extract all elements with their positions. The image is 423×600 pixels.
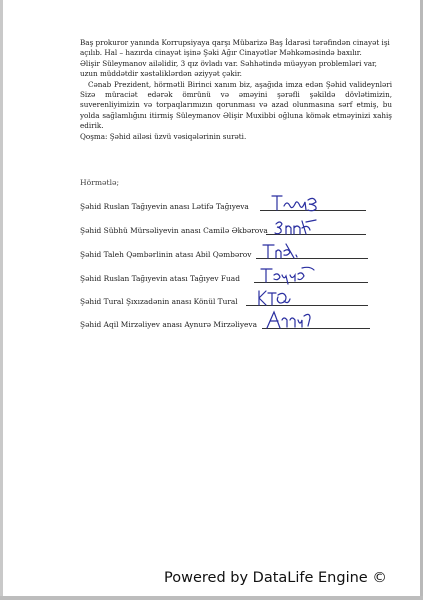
signatory-label: Şəhid Ruslan Tağıyevin atası Tağıyev Fuad [80,274,240,283]
body-line: Əlişir Süleymanov ailəlidir, 3 qız övladı var. Səhhətində müəyyən problemləri var, [80,58,377,68]
letter-body [80,38,392,142]
signatory-row [80,198,380,212]
handwritten-signature [258,264,320,286]
signatory-row [80,316,380,330]
appeal-line: suverenliyimizin və torpaqlarımızın qorunması və azad olunmasına sərf etmiş, bu [80,100,392,110]
signatory-label: Şəhid Aqil Mirzəliyev anası Aynurə Mirzəliyeva [80,320,257,329]
body-line: açılıb. Hal – hazırda cinayət işinə Şəki Ağır Cinayətlər Məhkəməsində baxılır. [80,48,362,58]
appeal-line: edirik. [80,121,104,131]
signatory-label: Şəhid Taleh Qəmbərlinin atası Abil Qəmbərov [80,250,252,259]
handwritten-signature [256,287,296,309]
greeting: Hörmətlə; [80,178,120,187]
powered-by-footer: Powered by DataLife Engine © [164,570,387,586]
page-edge-left [0,0,3,600]
handwritten-signature [272,216,322,238]
signatory-row [80,222,380,236]
signatory-label: Şəhid Sübhü Mürsəliyevin anası Camilə Əkbərova [80,226,268,235]
signatory-label: Şəhid Tural Şıxızadənin anası Könül Tural [80,297,238,306]
page-edge-bottom [0,596,423,600]
signatory-row [80,293,380,307]
signatory-label: Şəhid Ruslan Tağıyevin anası Lətifə Tağıyeva [80,202,249,211]
appeal-line: valideynləri Sizə müraciət edərək ömrünü və əməyini şərəfli şəkildə dövlətimizin, [80,79,392,100]
handwritten-signature [260,240,310,262]
handwritten-signature [264,308,314,332]
health-paragraph [80,59,392,80]
case-paragraph [80,38,392,59]
signatory-row [80,270,380,284]
body-line: uzun müddətdir xəstəliklərdən əziyyət çəkir. [80,69,242,79]
appeal-line: yolda sağlamlığını itirmiş Süleymanov Əlişir Muxibbi oğluna kömək etməyinizi xahiş [80,110,392,120]
attachment-note: Qoşma: Şəhid ailəsi üzvü vəsiqələrinin surəti. [80,131,247,141]
signatory-row [80,246,380,260]
appeal-line: Cənab Prezident, hörmətli Birinci xanım biz, aşağıda imza edən Şəhid [88,79,350,89]
handwritten-signature [268,192,328,214]
body-line: Baş prokuror yanında Korrupsiyaya qarşı Mübarizə Baş İdarəsi tərəfindən cinayət işi [80,38,390,47]
appeal-paragraph [80,80,392,132]
